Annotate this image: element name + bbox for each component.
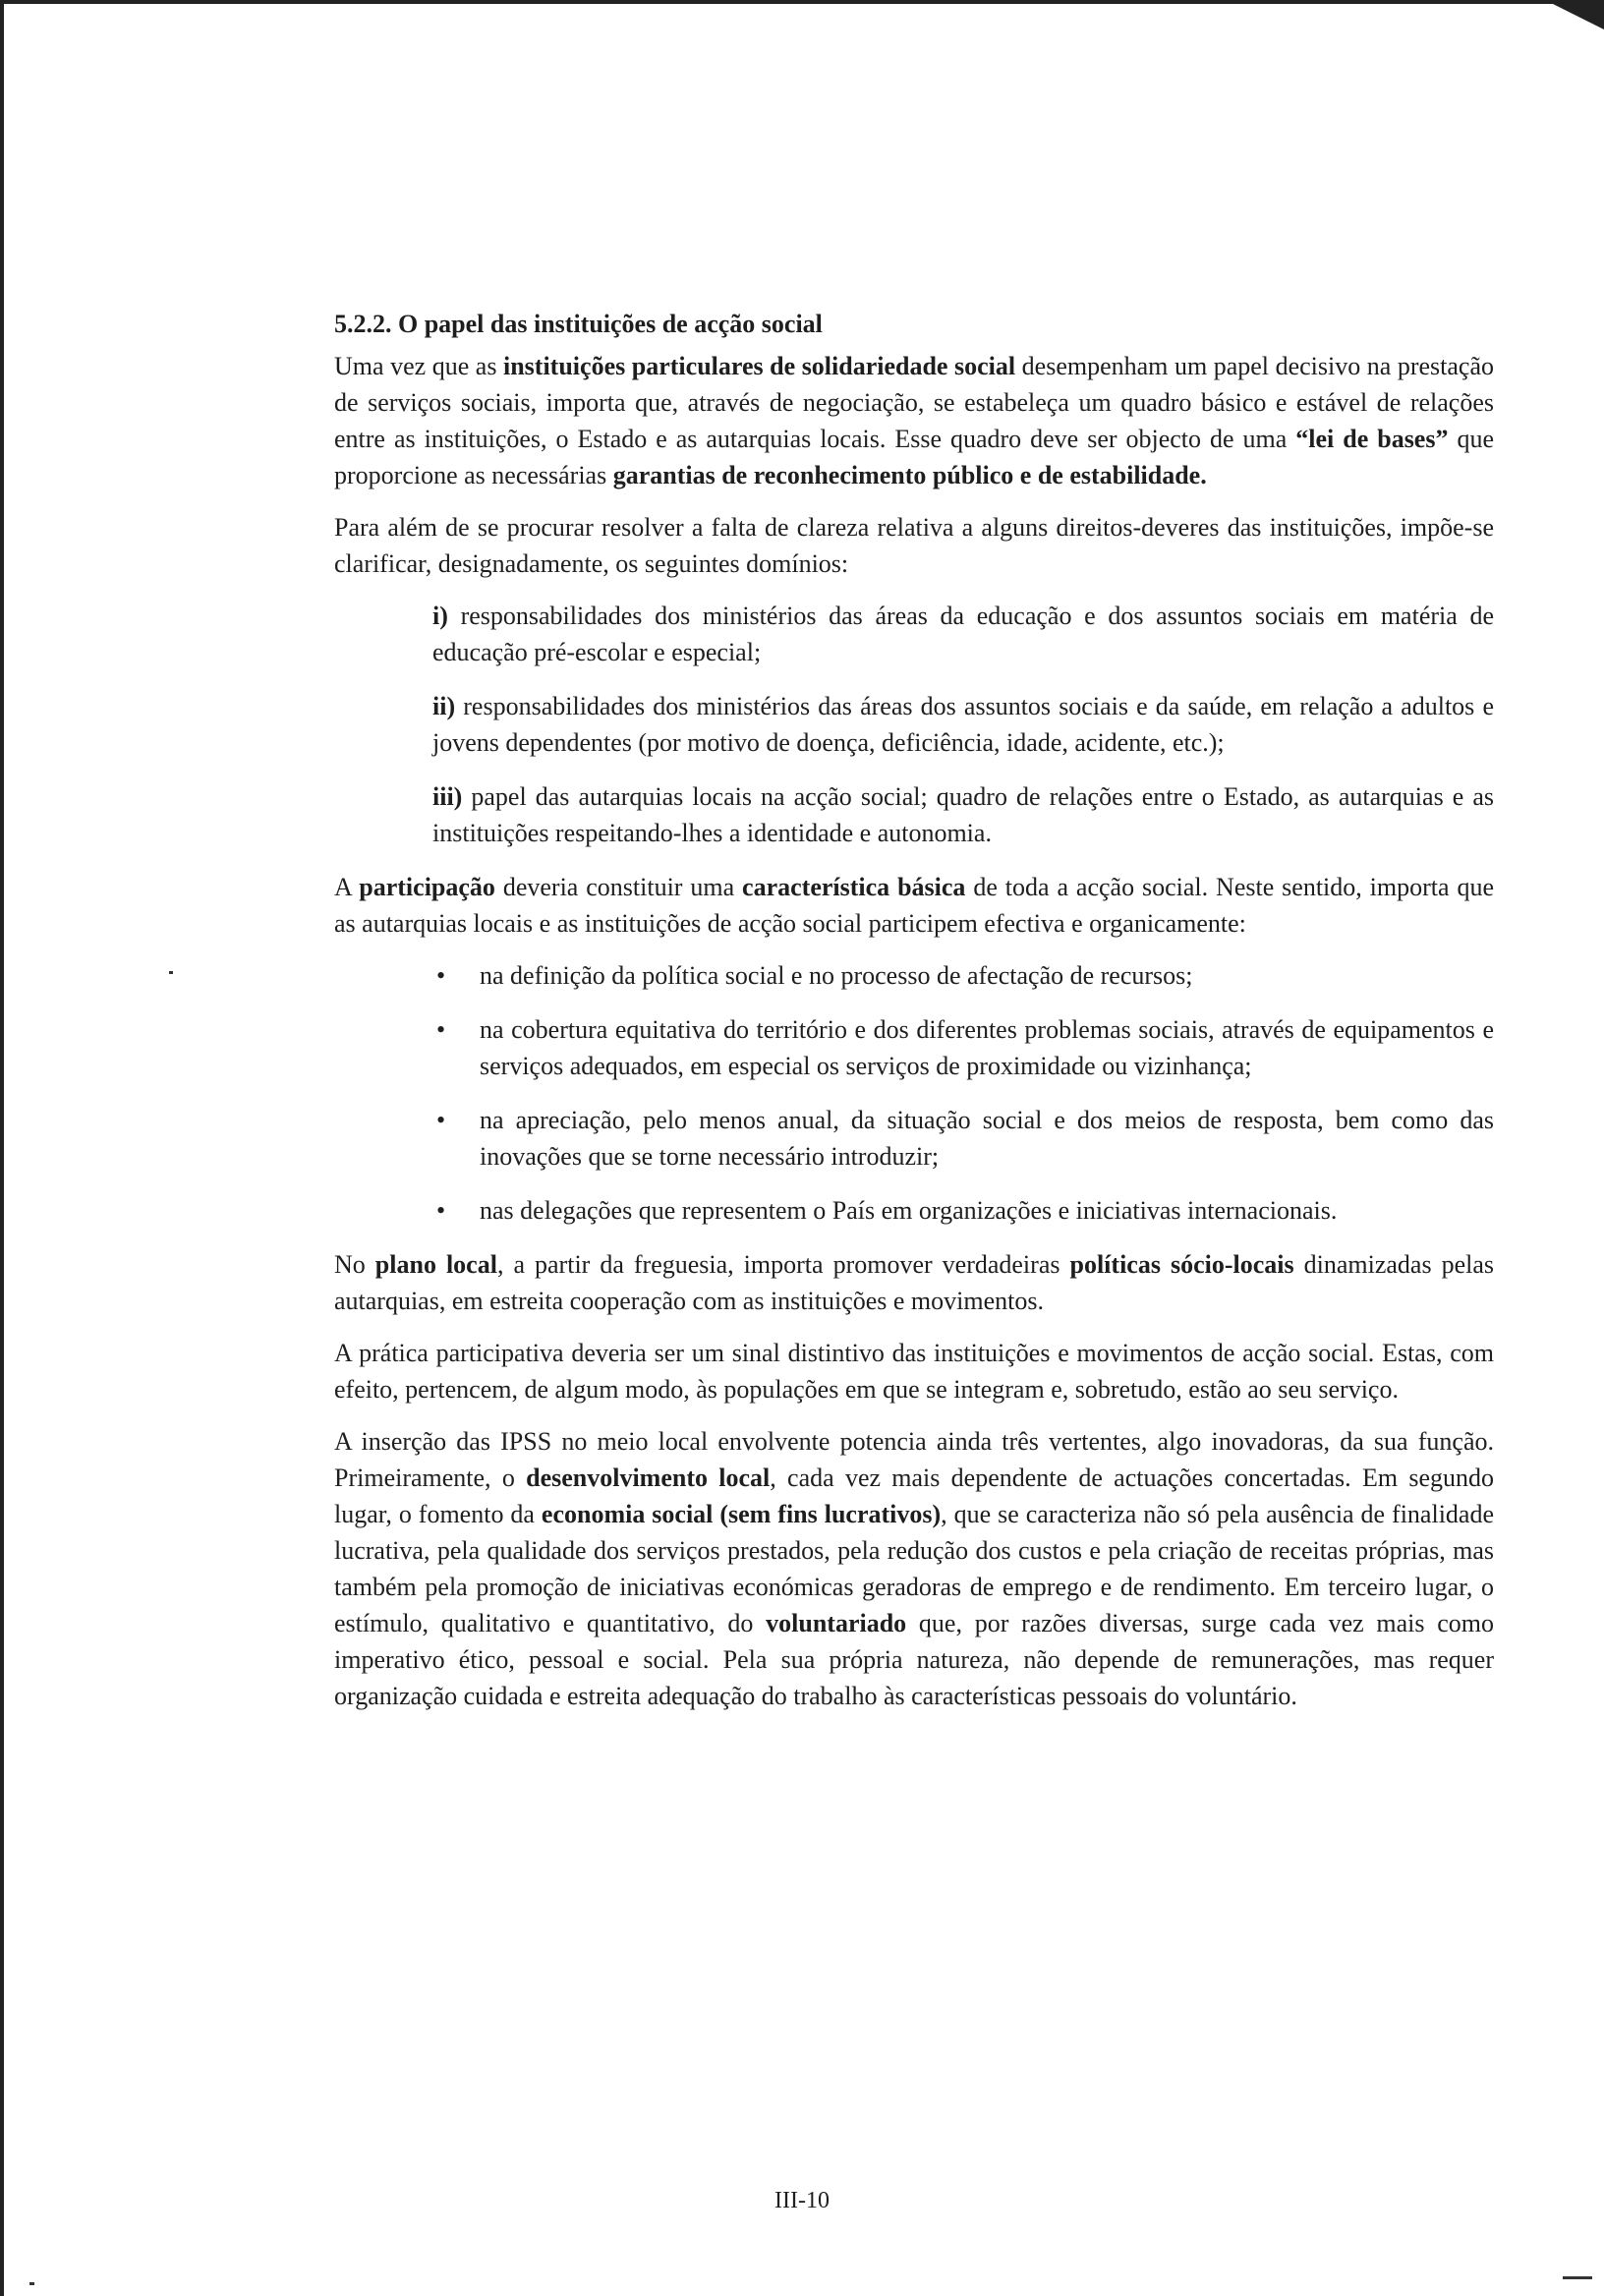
list-item <box>334 957 1494 994</box>
scan-speck <box>29 2282 34 2285</box>
roman-list-item <box>432 688 1494 761</box>
scan-corner-mark <box>1545 0 1604 29</box>
text-run: , cada vez mais dependente de actuações concertadas. Em segundo lugar, o fomento da <box>334 1464 1494 1528</box>
roman-text: responsabilidades dos ministérios das áreas dos assuntos sociais e da saúde, em relação a adultos e jovens dependentes (por motivo de doença, deficiência, idade, acidente, etc.); <box>432 692 1494 757</box>
bold-term: “lei de bases” <box>1295 425 1449 453</box>
scan-speck <box>1563 2276 1592 2279</box>
text-run: Uma vez que as <box>334 352 503 380</box>
roman-marker: iii) <box>432 782 463 811</box>
bold-term: voluntariado <box>766 1609 907 1637</box>
paragraph-clarify: Para além de se procurar resolver a falta de clareza relativa a alguns direitos-deveres das instituições, impõe-se clarificar, designadamente, os seguintes domínios: <box>334 513 1494 578</box>
bullet-icon: • <box>436 1106 446 1134</box>
text-run: deveria constituir uma <box>494 873 743 901</box>
text-run: desempenham um papel decisivo na prestação de serviços sociais, importa que, através de negociação, se estabeleça um quadro básico e estável de relações entre as instituições, o Estado e as autarquias locais. Esse quadro deve ser objecto de uma <box>334 352 1495 453</box>
bullet-icon: • <box>436 1015 446 1044</box>
roman-list-item <box>432 778 1494 851</box>
scan-speck <box>169 971 173 974</box>
bold-term: garantias de reconhecimento público e de estabilidade. <box>612 461 1207 489</box>
list-item <box>334 1102 1494 1175</box>
bullet-list <box>334 957 1494 1229</box>
page-number: III-10 <box>774 2188 830 2213</box>
roman-marker: ii) <box>432 692 456 720</box>
scan-border-top <box>0 0 1604 4</box>
bullet-text: nas delegações que representem o País em organizações e iniciativas internacionais. <box>480 1196 1338 1225</box>
bullet-text: na apreciação, pelo menos anual, da situação social e dos meios de resposta, bem como das inovações que se torne necessário introduzir; <box>480 1106 1494 1171</box>
text-run: de toda a acção social. Neste sentido, importa que as autarquias locais e as instituições de acção social participem efectiva e organicamente: <box>334 873 1495 938</box>
document-page <box>334 305 1494 1730</box>
bold-term: plano local <box>374 1250 497 1279</box>
roman-list-item <box>432 598 1494 670</box>
list-item <box>334 1011 1494 1084</box>
paragraph-participative-practice: A prática participativa deveria ser um sinal distintivo das instituições e movimentos de acção social. Estas, com efeito, pertencem, de algum modo, às populações em que se integram e, sobretudo, estão ao seu serviço. <box>334 1339 1494 1404</box>
paragraph-institutions <box>334 348 1494 493</box>
text-run: , que se caracteriza não só pela ausência de finalidade lucrativa, pela qualidade dos serviços prestados, pela redução dos custos e pela criação de receitas próprias, mas também pela promoção de iniciativas económicas geradoras de emprego e de rendimento. Em terceiro lugar, o estímulo, qualitativo e quantitativo, do <box>334 1500 1494 1637</box>
paragraph-participation <box>334 869 1494 942</box>
text-run: No <box>334 1250 375 1279</box>
bullet-icon: • <box>436 1196 446 1225</box>
text-run: , a partir da freguesia, importa promover verdadeiras <box>496 1250 1070 1279</box>
text-run: dinamizadas pelas autarquias, em estreita cooperação com as instituições e movimentos. <box>334 1250 1495 1315</box>
roman-text: papel das autarquias locais na acção social; quadro de relações entre o Estado, as autarquias e as instituições respeitando-lhes a identidade e autonomia. <box>432 782 1494 847</box>
text-run: que, por razões diversas, surge cada vez mais como imperativo ético, pessoal e social. Pela sua própria natureza, não depende de remunerações, mas requer organização cuidada e estreita adequação do trabalho às características pessoais do voluntário. <box>334 1609 1494 1710</box>
roman-marker: i) <box>432 602 448 630</box>
bullet-icon: • <box>436 961 446 990</box>
bold-term: economia social (sem fins lucrativos) <box>541 1500 942 1528</box>
roman-text: responsabilidades dos ministérios das áreas da educação e dos assuntos sociais em matéria de educação pré-escolar e especial; <box>432 602 1494 666</box>
text-run: A <box>334 873 360 901</box>
bold-term: desenvolvimento local <box>526 1464 771 1492</box>
bold-term: característica básica <box>742 873 966 901</box>
text-run: que proporcione as necessárias <box>334 425 1494 489</box>
scan-border-left <box>0 0 4 2296</box>
list-item <box>334 1192 1494 1229</box>
text-run: A inserção das IPSS no meio local envolvente potencia ainda três vertentes, algo inovadoras, da sua função. Primeiramente, o <box>334 1427 1494 1492</box>
paragraph-ipss-insertion <box>334 1423 1494 1714</box>
section-heading: 5.2.2. O papel das instituições de acção social <box>334 310 823 338</box>
bold-term: políticas sócio-locais <box>1069 1250 1294 1279</box>
bold-term: instituições particulares de solidariedade social <box>503 352 1016 380</box>
bullet-text: na definição da política social e no processo de afectação de recursos; <box>480 961 1193 990</box>
bullet-text: na cobertura equitativa do território e dos diferentes problemas sociais, através de equipamentos e serviços adequados, em especial os serviços de proximidade ou vizinhança; <box>480 1015 1494 1080</box>
paragraph-local-plan <box>334 1246 1494 1319</box>
bold-term: participação <box>359 873 495 901</box>
